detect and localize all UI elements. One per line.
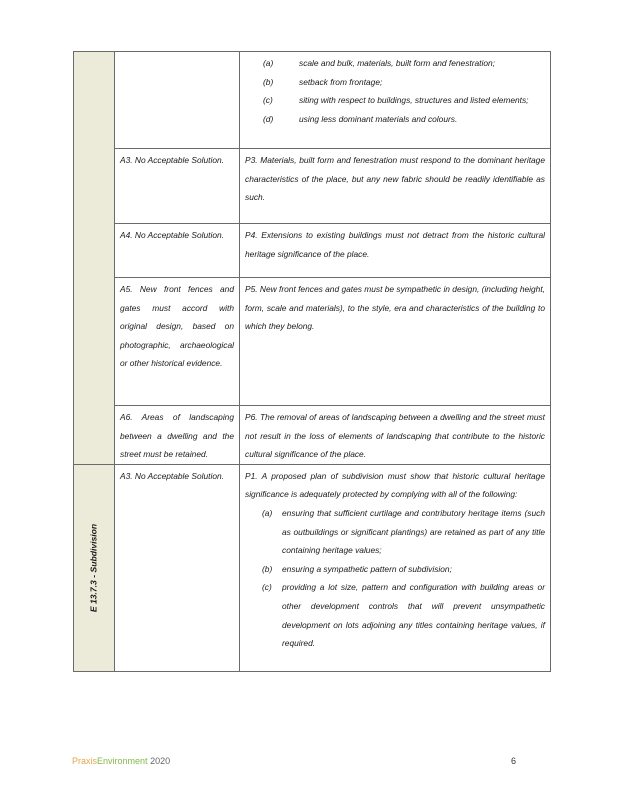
table-row bbox=[74, 52, 551, 149]
list-item-label: (a) bbox=[263, 58, 274, 68]
acceptable-solution-cell: A4. No Acceptable Solution. bbox=[115, 224, 240, 278]
table-row bbox=[74, 464, 551, 671]
performance-criteria-cell bbox=[240, 464, 551, 671]
brand-part2: Environment bbox=[97, 756, 148, 766]
acceptable-solution-cell: A3. No Acceptable Solution. bbox=[115, 464, 240, 671]
table-row bbox=[74, 406, 551, 465]
list-item bbox=[245, 110, 545, 129]
performance-criteria-cell: P5. New front fences and gates must be sympathetic in design, (including height, form, scale and materials), to the style, era and characteristics of the building to which they belong. bbox=[240, 278, 551, 406]
performance-criteria-cell: P4. Extensions to existing buildings must not detract from the historic cultural heritage significance of the place. bbox=[240, 224, 551, 278]
sub-list bbox=[245, 504, 545, 653]
performance-criteria-cell: P3. Materials, built form and fenestration must respond to the dominant heritage characteristics of the place, but any new fabric should be readily identifiable as such. bbox=[240, 149, 551, 224]
performance-criteria-cell: P6. The removal of areas of landscaping between a dwelling and the street must not result in the loss of elements of landscaping that contribute to the historic cultural significance of the place. bbox=[240, 406, 551, 465]
table-row bbox=[74, 149, 551, 224]
list-item-text: using less dominant materials and colours. bbox=[299, 113, 458, 124]
list-item bbox=[245, 504, 545, 560]
acceptable-solution-cell: A3. No Acceptable Solution. bbox=[115, 149, 240, 224]
list-item bbox=[245, 73, 545, 92]
list-item-label: (b) bbox=[263, 76, 274, 87]
list-item-label: (b) bbox=[262, 563, 273, 574]
list-item-label: (c) bbox=[262, 582, 272, 593]
performance-criteria-cell bbox=[240, 52, 551, 149]
heritage-standards-table bbox=[73, 51, 551, 672]
list-item-text: siting with respect to buildings, structures and listed elements; bbox=[299, 95, 529, 106]
list-item bbox=[245, 54, 545, 73]
list-item bbox=[245, 560, 545, 579]
list-item-text: ensuring that sufficient curtilage and contributory heritage items (such as outbuildings or significant plantings) are retained as part of any title containing heritage values; bbox=[282, 507, 545, 556]
table-row bbox=[74, 278, 551, 406]
acceptable-solution-cell: A6. Areas of landscaping between a dwelling and the street must be retained. bbox=[115, 406, 240, 465]
acceptable-solution-cell bbox=[115, 52, 240, 149]
page-number: 6 bbox=[511, 756, 517, 766]
list-item-label: (d) bbox=[263, 113, 274, 124]
acceptable-solution-cell: A5. New front fences and gates must accord with original design, based on photographic, archaeological or other historical evidence. bbox=[115, 278, 240, 406]
list-item-text: scale and bulk, materials, built form and fenestration; bbox=[299, 58, 495, 68]
section-label-cell bbox=[74, 464, 115, 671]
list-item bbox=[245, 91, 545, 110]
section-label: E 13.7.3 - Subdivision bbox=[88, 523, 99, 612]
table-row bbox=[74, 224, 551, 278]
performance-intro: P1. A proposed plan of subdivision must show that historic cultural heritage significance is adequately protected by complying with all of the following: bbox=[245, 470, 545, 500]
footer-brand bbox=[72, 756, 170, 766]
list-item-label: (c) bbox=[263, 95, 273, 106]
section-label-cell bbox=[74, 52, 115, 465]
list-item-text: setback from frontage; bbox=[299, 76, 383, 87]
list-item-text: providing a lot size, pattern and configuration with building areas or other development controls that will prevent unsympathetic development on lots adjoining any titles containing heritage values, if required. bbox=[282, 582, 545, 649]
footer-year: 2020 bbox=[150, 756, 171, 766]
list-item bbox=[245, 578, 545, 652]
list-item-label: (a) bbox=[262, 507, 273, 518]
brand-part1: Praxis bbox=[72, 756, 98, 766]
list-item-text: ensuring a sympathetic pattern of subdivision; bbox=[282, 563, 452, 574]
